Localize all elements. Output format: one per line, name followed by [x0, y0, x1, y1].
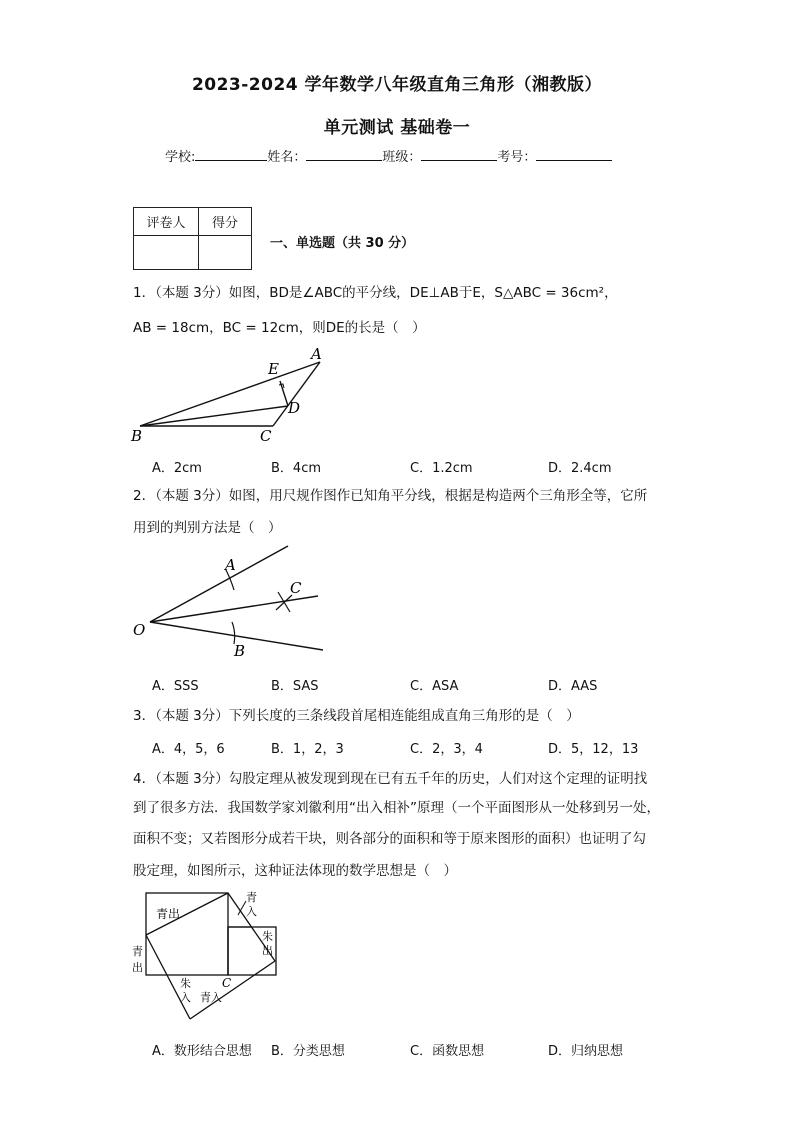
label-b: B	[234, 642, 246, 660]
question-4-line-4: 股定理，如图所示，这种证法体现的数学思想是（ ）	[133, 863, 457, 879]
question-1-text-1: 如图，BD是∠ABC的平分线，DE⊥AB于E，S△ABC = 36cm²，	[228, 285, 618, 301]
q1-option-b[interactable]: B．4cm	[271, 461, 322, 476]
q4-option-d[interactable]: D．归纳思想	[548, 1044, 624, 1059]
q4-option-c[interactable]: C．函数思想	[410, 1044, 485, 1059]
reviewer-cell[interactable]	[134, 236, 199, 270]
q4-option-b[interactable]: B．分类思想	[271, 1044, 345, 1059]
q1-option-d[interactable]: D．2.4cm	[548, 461, 612, 476]
q3-option-d[interactable]: D．5，12，13	[548, 742, 639, 757]
label-c: C	[222, 976, 232, 990]
question-4-text-1: 勾股定理从被发现到现在已有五千年的历史，人们对这个定理的证明找	[228, 771, 648, 787]
label-a: A	[225, 556, 236, 574]
score-label: 得分	[199, 208, 252, 236]
question-2-text-1: 如图，用尺规作图作已知角平分线，根据是构造两个三角形全等，它所	[228, 488, 648, 504]
reviewer-label: 评卷人	[134, 208, 199, 236]
label-qing-ru-top-2: 入	[246, 905, 257, 918]
exam-no-field[interactable]	[536, 148, 612, 161]
question-2-line-1	[133, 486, 647, 506]
section-title: 一、单选题（共 30 分）	[270, 236, 415, 251]
question-1-figure	[128, 340, 338, 448]
score-box	[133, 207, 252, 270]
ray-oc	[150, 596, 318, 622]
question-1-number: 1．	[133, 285, 156, 301]
q1-option-c[interactable]: C．1.2cm	[410, 461, 473, 476]
question-2-points: （本题 3分）	[155, 488, 229, 504]
class-field[interactable]	[421, 148, 497, 161]
student-info-line	[165, 146, 612, 165]
question-3-text-1: 下列长度的三条线段首尾相连能组成直角三角形的是（ ）	[228, 708, 580, 724]
question-4-points: （本题 3分）	[155, 771, 229, 787]
question-3-line-1	[133, 706, 580, 726]
q1-option-a[interactable]: A．2cm	[152, 461, 202, 476]
question-2-line-2: 用到的判别方法是（ ）	[133, 520, 282, 536]
label-d: D	[288, 399, 301, 417]
q3-option-a[interactable]: A．4，5，6	[152, 742, 225, 757]
school-label: 学校:	[165, 150, 196, 165]
question-4-line-1	[133, 769, 647, 789]
question-4-figure	[128, 885, 288, 1025]
school-field[interactable]	[195, 148, 267, 161]
label-qing-chu-left-2: 出	[132, 961, 143, 974]
question-3-points: （本题 3分）	[155, 708, 229, 724]
segment-bd	[140, 406, 288, 426]
question-1-points: （本题 3分）	[155, 285, 229, 301]
q2-option-a[interactable]: A．SSS	[152, 679, 199, 694]
q3-option-c[interactable]: C．2，3，4	[410, 742, 483, 757]
name-label: 姓名：	[267, 150, 307, 165]
class-label: 班级：	[382, 150, 422, 165]
score-cell[interactable]	[199, 236, 252, 270]
page-title: 2023-2024 学年数学八年级直角三角形（湘教版）	[191, 75, 603, 95]
label-zhu-chu-2: 出	[262, 944, 273, 957]
q2-option-b[interactable]: B．SAS	[271, 679, 319, 694]
page-subtitle: 单元测试 基础卷一	[323, 118, 471, 138]
arc-b	[232, 622, 235, 644]
label-qing-chu-left-1: 青	[132, 945, 143, 958]
outer-square	[146, 893, 228, 975]
label-qing-chu-top: 青出	[156, 907, 181, 921]
question-1-line-1	[133, 283, 618, 303]
square-side-bottom	[190, 961, 275, 1019]
question-1-line-2: AB = 18cm，BC = 12cm，则DE的长是（ ）	[133, 320, 426, 336]
exam-no-label: 考号：	[497, 150, 537, 165]
label-b: B	[131, 427, 143, 445]
question-2-number: 2．	[133, 488, 156, 504]
question-4-line-3: 面积不变；又若图形分成若干块，则各部分的面积和等于原来图形的面积）也证明了勾	[133, 831, 646, 847]
name-field[interactable]	[306, 148, 382, 161]
q3-option-b[interactable]: B．1，2，3	[271, 742, 344, 757]
label-zhu-ru-1: 朱	[180, 977, 191, 990]
question-4-number: 4．	[133, 771, 156, 787]
label-zhu-chu-1: 朱	[262, 930, 273, 943]
label-qing-ru-bottom: 青入	[200, 991, 222, 1004]
label-a: A	[311, 345, 322, 363]
q2-option-c[interactable]: C．ASA	[410, 679, 459, 694]
question-2-figure	[128, 540, 328, 662]
label-qing-ru-top-1: 青	[246, 891, 257, 904]
label-e: E	[268, 360, 279, 378]
label-zhu-ru-2: 入	[180, 991, 191, 1004]
q2-option-d[interactable]: D．AAS	[548, 679, 598, 694]
label-c: C	[290, 579, 302, 597]
ray-oa	[150, 546, 288, 622]
question-4-line-2: 到了很多方法．我国数学家刘徽利用“出入相补”原理（一个平面图形从一处移到另一处，	[133, 800, 660, 816]
label-o: O	[133, 621, 146, 639]
question-3-number: 3．	[133, 708, 156, 724]
label-c: C	[260, 427, 272, 445]
q4-option-a[interactable]: A．数形结合思想	[152, 1044, 252, 1059]
